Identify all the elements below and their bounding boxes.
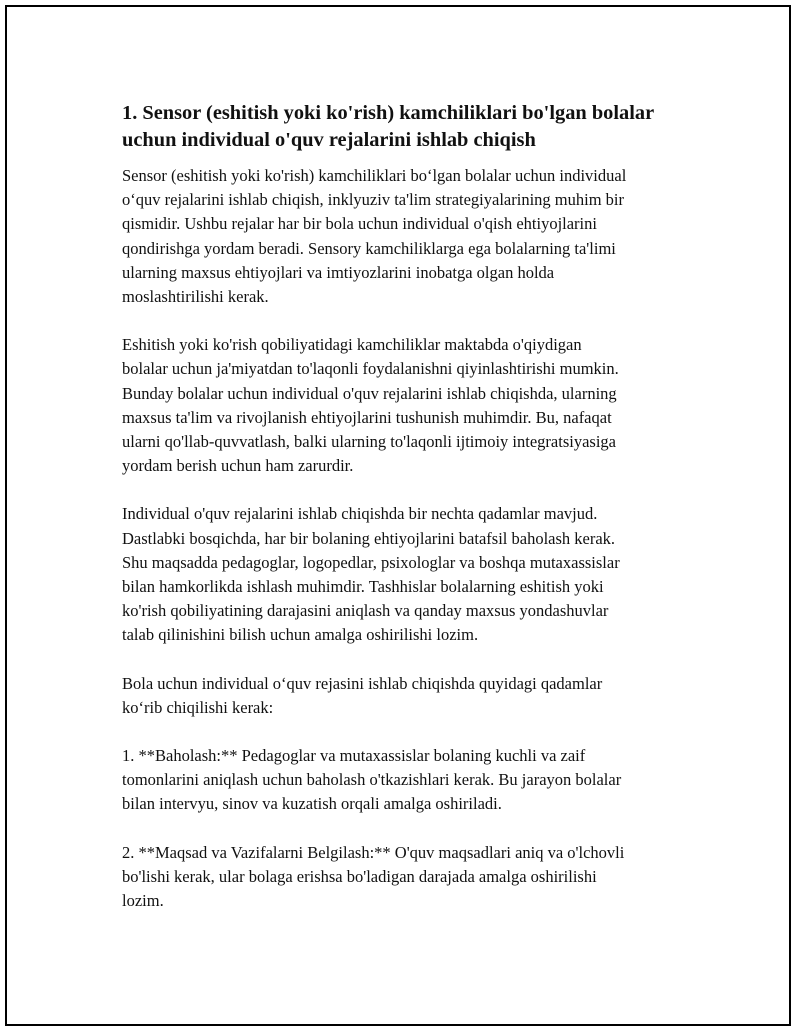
paragraph-steps: Individual o'quv rejalarini ishlab chiqishda bir nechta qadamlar mavjud. Dastlabki bosqichda, har bir bolaning ehtiyojlarini batafsil baholash kerak. Shu maqsadda pedagoglar, logopedlar, psixologlar va boshqa mutaxassislar bilan hamkorlikda ishlash muhimdir. Tashhislar bolalarning eshitish yoki ko'rish qobiliyatining darajasini aniqlash va qanday maxsus yondashuvlar talab qilinishini bilish uchun amalga oshirilishi lozim.	[122, 504, 620, 645]
document-body	[122, 100, 694, 937]
paragraph-intro: Sensor (eshitish yoki ko'rish) kamchiliklari bo‘lgan bolalar uchun individual o‘quv rejalarini ishlab chiqish, inklyuziv ta'lim strategiyalarining muhim bir qismidir. Ushbu rejalar har bir bola uchun individual o'qish ehtiyojlarini qondirishga yordam beradi. Sensory kamchiliklarga ega bolalarning ta'limi ularning maxsus ehtiyojlari va imtiyozlarini inobatga olgan holda moslashtirilishi kerak.	[122, 166, 627, 307]
paragraph-steps-intro: Bola uchun individual o‘quv rejasini ishlab chiqishda quyidagi qadamlar ko‘rib chiqilishi kerak:	[122, 673, 603, 717]
list-item-assessment: 1. **Baholash:** Pedagoglar va mutaxassislar bolaning kuchli va zaif tomonlarini aniqlash uchun baholash o'tkazishlari kerak. Bu jarayon bolalar bilan intervyu, sinov va kuzatish orqali amalga oshiriladi.	[122, 746, 622, 814]
list-item-goals: 2. **Maqsad va Vazifalarni Belgilash:** O'quv maqsadlari aniq va o'lchovli bo'lishi kerak, ular bolaga erishsa bo'ladigan darajada amalga oshirilishi lozim.	[122, 842, 625, 911]
document-page	[5, 5, 791, 1026]
section-heading: 1. Sensor (eshitish yoki ko'rish) kamchiliklari bo'lgan bolalar uchun individual o'quv rejalarini ishlab chiqish	[122, 102, 655, 151]
paragraph-challenges: Eshitish yoki ko'rish qobiliyatidagi kamchiliklar maktabda o'qiydigan bolalar uchun ja'miyatdan to'laqonli foydalanishni qiyinlashtirishi mumkin. Bunday bolalar uchun individual o'quv rejalarini ishlab chiqishda, ularning maxsus ta'lim va rivojlanish ehtiyojlarini tushunish muhimdir. Bu, nafaqat ularni qo'llab-quvvatlash, balki ularning to'laqonli ijtimoiy integratsiyasiga yordam berish uchun ham zarurdir.	[122, 335, 619, 476]
